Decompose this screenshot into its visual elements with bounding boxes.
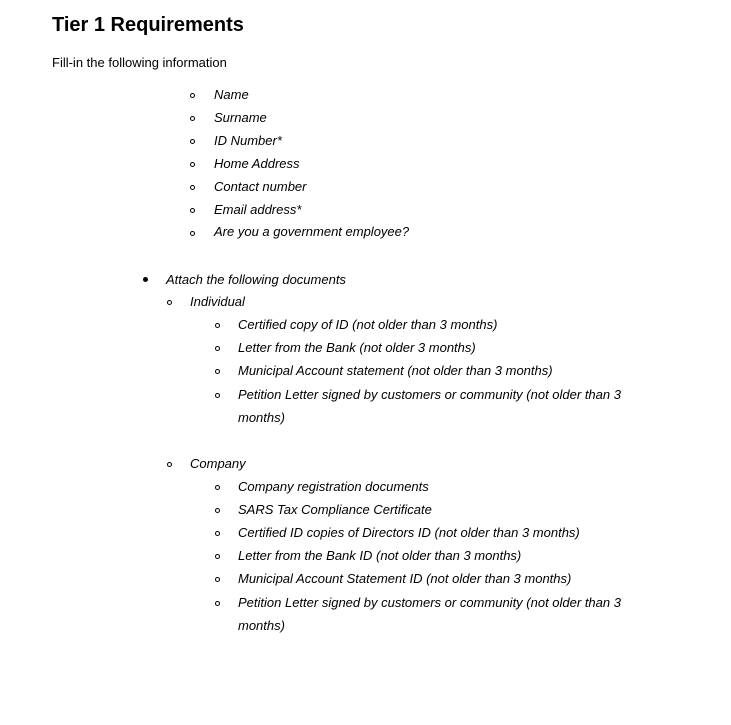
individual-item: Municipal Account statement (not older than 3 months) xyxy=(238,363,553,378)
hollow-bullet-icon xyxy=(190,208,195,213)
company-label: Company xyxy=(190,456,246,471)
individual-item: Certified copy of ID (not older than 3 months) xyxy=(238,317,498,332)
individual-label: Individual xyxy=(190,294,245,309)
company-item: Petition Letter signed by customers or community (not older than 3 xyxy=(238,595,621,610)
hollow-bullet-icon xyxy=(167,462,172,467)
hollow-bullet-icon xyxy=(215,323,220,328)
hollow-bullet-icon xyxy=(215,554,220,559)
intro-text: Fill-in the following information xyxy=(52,55,227,70)
hollow-bullet-icon xyxy=(215,508,220,513)
hollow-bullet-icon xyxy=(215,346,220,351)
info-field-id-number: ID Number* xyxy=(214,133,282,148)
company-item: Municipal Account Statement ID (not older than 3 months) xyxy=(238,571,572,586)
company-item-continuation: months) xyxy=(238,618,285,633)
hollow-bullet-icon xyxy=(167,300,172,305)
hollow-bullet-icon xyxy=(215,577,220,582)
hollow-bullet-icon xyxy=(215,531,220,536)
info-field-home-address: Home Address xyxy=(214,156,300,171)
info-field-government-employee: Are you a government employee? xyxy=(214,224,410,239)
solid-bullet-icon xyxy=(143,277,148,282)
company-item: Certified ID copies of Directors ID (not older than 3 months) xyxy=(238,525,580,540)
individual-item-continuation: months) xyxy=(238,410,285,425)
info-field-name: Name xyxy=(214,87,249,102)
hollow-bullet-icon xyxy=(215,485,220,490)
hollow-bullet-icon xyxy=(190,162,195,167)
individual-item: Petition Letter signed by customers or community (not older than 3 xyxy=(238,387,621,402)
page-title: Tier 1 Requirements xyxy=(52,14,244,36)
hollow-bullet-icon xyxy=(190,139,195,144)
hollow-bullet-icon xyxy=(190,116,195,121)
hollow-bullet-icon xyxy=(215,601,220,606)
attach-heading: Attach the following documents xyxy=(166,272,346,287)
hollow-bullet-icon xyxy=(190,93,195,98)
hollow-bullet-icon xyxy=(215,369,220,374)
info-field-email-address: Email address* xyxy=(214,202,302,217)
hollow-bullet-icon xyxy=(215,393,220,398)
info-field-surname: Surname xyxy=(214,110,267,125)
company-item: Letter from the Bank ID (not older than 3 months) xyxy=(238,548,522,563)
individual-item: Letter from the Bank (not older 3 months) xyxy=(238,340,476,355)
hollow-bullet-icon xyxy=(190,231,195,236)
company-item: Company registration documents xyxy=(238,479,429,494)
hollow-bullet-icon xyxy=(190,185,195,190)
company-item: SARS Tax Compliance Certificate xyxy=(238,502,432,517)
info-field-contact-number: Contact number xyxy=(214,179,307,194)
